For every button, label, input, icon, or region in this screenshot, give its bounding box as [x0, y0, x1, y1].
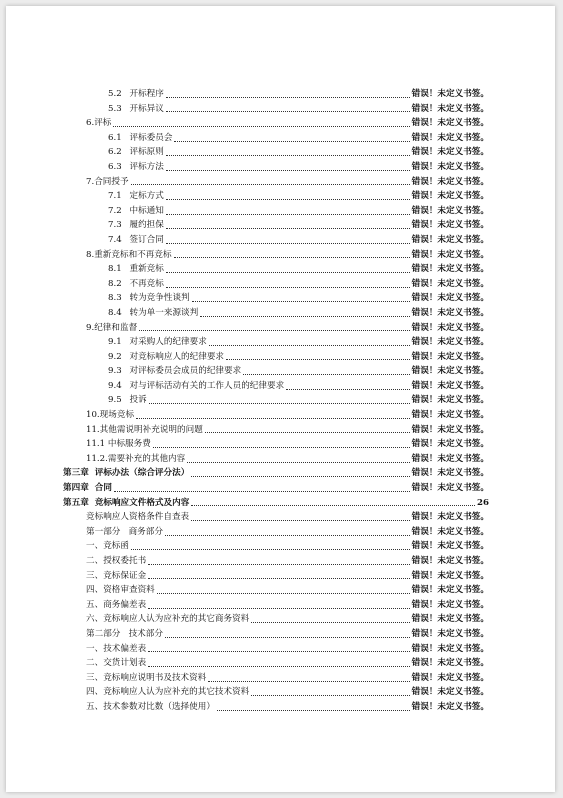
toc-entry[interactable]: [86, 116, 489, 131]
toc-entry-number: 9.2: [108, 351, 122, 362]
toc-entry[interactable]: [63, 496, 489, 511]
toc-dot-leader: [286, 388, 409, 390]
toc-bookmark-error: 错误！未定义书签。: [411, 395, 489, 406]
toc-bookmark-error: 错误！未定义书签。: [411, 614, 489, 625]
toc-row[interactable]: [6, 539, 555, 554]
toc-bookmark-error: 错误！未定义书签。: [411, 410, 489, 421]
toc-entry-number: 8.2: [108, 278, 122, 289]
toc-entry-title: 履约担保: [129, 220, 164, 231]
toc-dot-leader: [149, 402, 410, 404]
toc-entry[interactable]: [108, 262, 489, 277]
toc-dot-leader: [148, 607, 409, 609]
toc-bookmark-error: 错误！未定义书签。: [411, 278, 489, 289]
toc-entry[interactable]: [108, 306, 489, 321]
toc-bookmark-error: 错误！未定义书签。: [411, 468, 489, 479]
toc-bookmark-error: 错误！未定义书签。: [411, 307, 489, 318]
toc-bookmark-error: 错误！未定义书签。: [411, 658, 489, 669]
toc-dot-leader: [205, 431, 410, 433]
toc-entry-number: 7.4: [108, 234, 122, 245]
toc-dot-leader: [166, 110, 410, 112]
toc-bookmark-error: 错误！未定义书签。: [411, 541, 489, 552]
toc-row[interactable]: [6, 131, 555, 146]
toc-bookmark-error: 错误！未定义书签。: [411, 672, 489, 683]
toc-entry[interactable]: [108, 350, 489, 365]
toc-bookmark-error: 错误！未定义书签。: [411, 264, 489, 275]
toc-row[interactable]: [6, 569, 555, 584]
toc-entry-title: 对评标委员会成员的纪律要求: [129, 366, 242, 377]
toc-entry-title: 转为单一来源谈判: [129, 307, 199, 318]
toc-dot-leader: [191, 519, 410, 521]
toc-dot-leader: [208, 680, 409, 682]
toc-entry-number: 9.5: [108, 395, 122, 406]
toc-row[interactable]: [6, 291, 555, 306]
toc-row[interactable]: [6, 466, 555, 481]
toc-entry[interactable]: [108, 160, 489, 175]
toc-entry[interactable]: [86, 598, 489, 613]
toc-entry[interactable]: [86, 642, 489, 657]
toc-bookmark-error: 错误！未定义书签。: [411, 643, 489, 654]
toc-row[interactable]: [6, 700, 555, 715]
toc-row[interactable]: [6, 350, 555, 365]
toc-row[interactable]: [6, 612, 555, 627]
toc-entry[interactable]: [108, 233, 489, 248]
toc-bookmark-error: 错误！未定义书签。: [411, 701, 489, 712]
toc-row[interactable]: [6, 671, 555, 686]
toc-bookmark-error: 错误！未定义书签。: [411, 483, 489, 494]
toc-entry-title: 对与评标活动有关的工作人员的纪律要求: [129, 380, 285, 391]
toc-row[interactable]: [6, 116, 555, 131]
toc-row[interactable]: [6, 437, 555, 452]
toc-entry-title: 五、商务偏差表: [86, 599, 147, 610]
toc-bookmark-error: 错误！未定义书签。: [411, 322, 489, 333]
toc-row[interactable]: [6, 321, 555, 336]
toc-entry-title: 四、竞标响应人认为应补充的其它技术资料: [86, 687, 250, 698]
toc-bookmark-error: 错误！未定义书签。: [411, 366, 489, 377]
toc-bookmark-error: 错误！未定义书签。: [411, 89, 489, 99]
toc-bookmark-error: 错误！未定义书签。: [411, 351, 489, 362]
toc-row[interactable]: [6, 452, 555, 467]
toc-dot-leader: [157, 592, 410, 594]
table-of-contents: [6, 87, 555, 715]
toc-bookmark-error: 错误！未定义书签。: [411, 439, 489, 450]
toc-dot-leader: [166, 169, 410, 171]
toc-entry-title: 合同: [88, 483, 112, 494]
toc-entry-title: 第二部分 技术部分: [86, 628, 163, 639]
toc-row[interactable]: [6, 277, 555, 292]
toc-entry[interactable]: [86, 437, 489, 452]
toc-entry[interactable]: [108, 87, 489, 102]
toc-bookmark-error: 错误！未定义书签。: [411, 234, 489, 245]
toc-bookmark-error: 错误！未定义书签。: [411, 453, 489, 464]
toc-row[interactable]: [6, 583, 555, 598]
toc-entry-number: 9.4: [108, 380, 122, 391]
toc-row[interactable]: [6, 364, 555, 379]
toc-dot-leader: [200, 315, 409, 317]
toc-entry[interactable]: [108, 335, 489, 350]
toc-dot-leader: [114, 490, 410, 492]
toc-entry[interactable]: [86, 539, 489, 554]
toc-entry-number: 11.1: [86, 439, 106, 450]
toc-row[interactable]: [6, 642, 555, 657]
toc-entry-number: 7.1: [108, 191, 122, 202]
toc-entry-title: 评标方法: [129, 161, 164, 172]
toc-entry-number: 6.: [86, 118, 95, 129]
toc-entry-title: 一、竞标函: [86, 541, 129, 552]
toc-entry-title: 中标通知: [129, 205, 164, 216]
toc-entry-title: 一、技术偏差表: [86, 643, 147, 654]
toc-row[interactable]: [6, 393, 555, 408]
toc-entry-number: 第三章: [63, 468, 89, 479]
toc-entry-title: 对竞标响应人的纪律要求: [129, 351, 225, 362]
toc-entry-title: 二、交货计划表: [86, 658, 147, 669]
toc-entry-number: 10.: [86, 410, 100, 421]
toc-bookmark-error: 错误！未定义书签。: [411, 103, 489, 114]
toc-entry-title: 开标程序: [129, 89, 164, 99]
toc-entry-number: 6.3: [108, 161, 122, 172]
toc-entry[interactable]: [108, 145, 489, 160]
toc-dot-leader: [191, 475, 409, 477]
toc-bookmark-error: 错误！未定义书签。: [411, 570, 489, 581]
document-page: [6, 6, 555, 792]
toc-entry-title: 签订合同: [129, 234, 164, 245]
toc-entry-title: 开标异议: [129, 103, 164, 114]
toc-entry-number: 第五章: [63, 497, 89, 508]
toc-entry-title: 评标: [94, 118, 112, 129]
toc-entry-title: 二、授权委托书: [86, 556, 147, 566]
toc-entry[interactable]: [63, 481, 489, 496]
toc-bookmark-error: 错误！未定义书签。: [411, 526, 489, 537]
toc-row[interactable]: [6, 481, 555, 496]
toc-entry-title: 评标原则: [129, 147, 164, 158]
toc-entry-number: 8.1: [108, 264, 122, 275]
toc-row[interactable]: [6, 510, 555, 525]
toc-row[interactable]: [6, 204, 555, 219]
toc-entry-number: 5.2: [108, 89, 122, 99]
toc-dot-leader: [251, 621, 409, 623]
toc-dot-leader: [209, 344, 410, 346]
toc-bookmark-error: 错误！未定义书签。: [411, 249, 489, 260]
toc-bookmark-error: 错误！未定义书签。: [411, 628, 489, 639]
toc-entry[interactable]: [108, 364, 489, 379]
toc-dot-leader: [148, 665, 409, 667]
toc-bookmark-error: 错误！未定义书签。: [411, 556, 489, 566]
toc-entry[interactable]: [86, 510, 489, 525]
toc-row[interactable]: [6, 627, 555, 642]
toc-bookmark-error: 错误！未定义书签。: [411, 512, 489, 523]
toc-row[interactable]: [6, 335, 555, 350]
toc-dot-leader: [136, 417, 410, 419]
toc-entry[interactable]: [86, 321, 489, 336]
toc-entry-number: 5.3: [108, 103, 122, 114]
toc-dot-leader: [217, 709, 410, 711]
toc-entry-title: 五、技术参数对比数（选择使用）: [86, 701, 215, 712]
toc-entry[interactable]: [86, 569, 489, 584]
toc-entry-number: 7.3: [108, 220, 122, 231]
toc-bookmark-error: 错误！未定义书签。: [411, 191, 489, 202]
toc-entry[interactable]: [108, 204, 489, 219]
toc-entry-title: 三、竞标保证金: [86, 570, 147, 581]
toc-entry[interactable]: [108, 131, 489, 146]
toc-dot-leader: [165, 636, 410, 638]
toc-row[interactable]: [6, 102, 555, 117]
toc-entry-title: 评标委员会: [129, 132, 173, 143]
toc-entry[interactable]: [108, 102, 489, 117]
toc-entry[interactable]: [108, 189, 489, 204]
toc-entry-title: 六、竞标响应人认为应补充的其它商务资料: [86, 614, 250, 625]
toc-bookmark-error: 错误！未定义书签。: [411, 118, 489, 129]
toc-entry-number: 9.: [86, 322, 95, 333]
toc-row[interactable]: [6, 218, 555, 233]
toc-entry-title: 投诉: [129, 395, 147, 406]
toc-bookmark-error: 错误！未定义书签。: [411, 380, 489, 391]
toc-row[interactable]: [6, 262, 555, 277]
toc-entry-number: 9.3: [108, 366, 122, 377]
toc-entry[interactable]: [86, 525, 489, 540]
toc-dot-leader: [148, 650, 409, 652]
toc-entry-number: 8.3: [108, 293, 122, 304]
toc-dot-leader: [148, 563, 409, 565]
toc-row[interactable]: [6, 525, 555, 540]
toc-entry-title: 转为竞争性谈判: [129, 293, 190, 304]
toc-row[interactable]: [6, 496, 555, 511]
toc-dot-leader: [166, 198, 410, 200]
toc-dot-leader: [191, 504, 475, 506]
toc-entry-number: 8.4: [108, 307, 122, 318]
toc-dot-leader: [131, 548, 410, 550]
toc-bookmark-error: 错误！未定义书签。: [411, 220, 489, 231]
toc-entry-title: 对采购人的纪律要求: [129, 337, 207, 348]
toc-entry-number: 9.1: [108, 337, 122, 348]
toc-dot-leader: [166, 286, 410, 288]
toc-dot-leader: [131, 183, 410, 185]
toc-entry-title: 竞标响应人资格条件自查表: [86, 512, 190, 523]
toc-entry[interactable]: [86, 656, 489, 671]
toc-entry[interactable]: [86, 452, 489, 467]
toc-row[interactable]: [6, 160, 555, 175]
toc-row[interactable]: [6, 656, 555, 671]
toc-entry-number: 11.2.: [86, 453, 108, 464]
toc-dot-leader: [153, 446, 410, 448]
toc-row[interactable]: [6, 145, 555, 160]
toc-row[interactable]: [6, 685, 555, 700]
toc-entry-title: 四、资格审查资料: [86, 585, 155, 596]
toc-entry-number: 6.2: [108, 147, 122, 158]
toc-entry[interactable]: [86, 700, 489, 715]
toc-entry-title: 重新竞标和不再竞标: [94, 249, 172, 260]
toc-bookmark-error: 错误！未定义书签。: [411, 161, 489, 172]
toc-entry-title: 中标服务费: [105, 439, 151, 450]
toc-bookmark-error: 错误！未定义书签。: [411, 599, 489, 610]
toc-entry-title: 需要补充的其他内容: [107, 453, 186, 464]
toc-bookmark-error: 错误！未定义书签。: [411, 585, 489, 596]
toc-dot-leader: [226, 358, 410, 360]
toc-entry-title: 现场竞标: [99, 410, 135, 421]
toc-dot-leader: [243, 373, 409, 375]
toc-entry-number: 8.: [86, 249, 95, 260]
toc-dot-leader: [174, 140, 409, 142]
toc-entry-title: 三、竞标响应说明书及技术资料: [86, 672, 207, 683]
toc-dot-leader: [174, 256, 410, 258]
toc-dot-leader: [166, 154, 410, 156]
toc-entry-number: 11.: [86, 424, 100, 435]
toc-dot-leader: [113, 125, 409, 127]
toc-entry-number: 7.: [86, 176, 95, 187]
toc-row[interactable]: [6, 554, 555, 569]
toc-entry[interactable]: [108, 277, 489, 292]
toc-entry[interactable]: [108, 379, 489, 394]
toc-entry[interactable]: [86, 554, 489, 569]
toc-row[interactable]: [6, 87, 555, 102]
toc-entry[interactable]: [86, 685, 489, 700]
toc-entry[interactable]: [86, 423, 489, 438]
toc-bookmark-error: 错误！未定义书签。: [411, 147, 489, 158]
toc-entry[interactable]: [108, 291, 489, 306]
toc-entry[interactable]: [63, 466, 489, 481]
toc-entry-number: 第四章: [63, 483, 89, 494]
toc-entry[interactable]: [86, 408, 489, 423]
toc-entry-number: 7.2: [108, 205, 122, 216]
toc-entry[interactable]: [86, 612, 489, 627]
toc-bookmark-error: 错误！未定义书签。: [411, 424, 489, 435]
toc-dot-leader: [166, 96, 410, 98]
toc-entry-title: 不再竞标: [129, 278, 164, 289]
toc-entry[interactable]: [86, 583, 489, 598]
toc-entry[interactable]: [86, 671, 489, 686]
toc-entry-title: 第一部分 商务部分: [86, 526, 163, 537]
toc-entry[interactable]: [108, 218, 489, 233]
toc-entry[interactable]: [86, 175, 489, 190]
toc-entry[interactable]: [86, 248, 489, 263]
toc-dot-leader: [148, 577, 409, 579]
toc-entry-title: 定标方式: [129, 191, 164, 202]
toc-dot-leader: [166, 271, 410, 273]
toc-row[interactable]: [6, 233, 555, 248]
toc-dot-leader: [139, 329, 409, 331]
toc-dot-leader: [165, 534, 410, 536]
toc-entry-title: 纪律和监督: [94, 322, 138, 333]
toc-bookmark-error: 错误！未定义书签。: [411, 337, 489, 348]
toc-dot-leader: [166, 213, 410, 215]
toc-entry-title: 其他需说明补充说明的问题: [99, 424, 203, 435]
toc-page-number: 26: [477, 497, 489, 508]
toc-entry-title: 重新竞标: [129, 264, 164, 275]
toc-row[interactable]: [6, 598, 555, 613]
toc-dot-leader: [166, 242, 410, 244]
toc-row[interactable]: [6, 423, 555, 438]
toc-dot-leader: [166, 227, 410, 229]
toc-dot-leader: [192, 300, 410, 302]
toc-dot-leader: [251, 694, 409, 696]
toc-entry-title: 竞标响应文件格式及内容: [88, 497, 190, 508]
toc-bookmark-error: 错误！未定义书签。: [411, 293, 489, 304]
toc-entry-title: 评标办法（综合评分法）: [88, 468, 190, 479]
toc-bookmark-error: 错误！未定义书签。: [411, 176, 489, 187]
toc-row[interactable]: [6, 306, 555, 321]
toc-entry[interactable]: [86, 627, 489, 642]
toc-row[interactable]: [6, 408, 555, 423]
toc-entry-title: 合同授予: [94, 176, 129, 187]
toc-row[interactable]: [6, 175, 555, 190]
toc-bookmark-error: 错误！未定义书签。: [411, 132, 489, 143]
toc-row[interactable]: [6, 248, 555, 263]
toc-bookmark-error: 错误！未定义书签。: [411, 205, 489, 216]
toc-entry[interactable]: [108, 393, 489, 408]
toc-row[interactable]: [6, 379, 555, 394]
toc-dot-leader: [187, 461, 409, 463]
toc-entry-number: 6.1: [108, 132, 122, 143]
toc-row[interactable]: [6, 189, 555, 204]
toc-bookmark-error: 错误！未定义书签。: [411, 687, 489, 698]
